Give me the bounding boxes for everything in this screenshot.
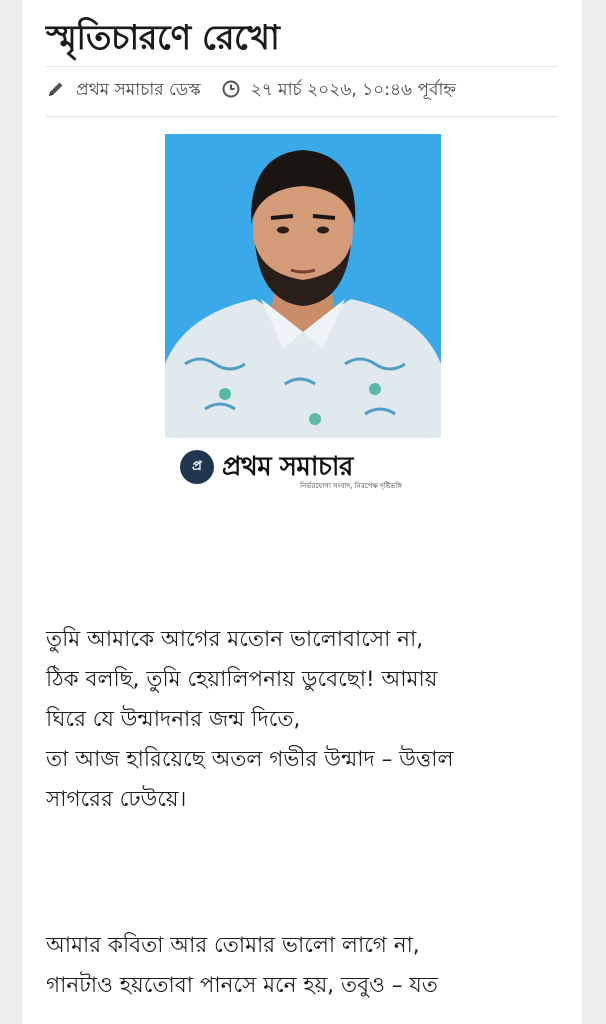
poem-line: তুমি আমাকে আগের মতোন ভালোবাসো না, xyxy=(46,627,424,652)
brand-logo-mark: প্র xyxy=(180,450,214,484)
author-link[interactable]: প্রথম সমাচার ডেস্ক xyxy=(76,80,201,100)
brand-tagline: নির্ভরযোগ্য সংবাদ, নিরপেক্ষ দৃষ্টিভঙ্গি xyxy=(300,482,402,490)
poem-stanza-1 xyxy=(46,620,558,820)
article-title: স্মৃতিচারণে রেখো xyxy=(46,18,280,58)
poem-line: তা আজ হারিয়েছে অতল গভীর উন্মাদ – উত্তাল xyxy=(46,747,454,772)
author-photo xyxy=(165,134,441,438)
brand-name: প্রথম সমাচার xyxy=(222,452,353,482)
divider xyxy=(46,66,558,67)
poem-line: সাগরের ঢেউয়ে। xyxy=(46,787,187,812)
publish-datetime: ২৭ মার্চ ২০২৬, ১০:৪৬ পূর্বাহ্ন xyxy=(250,80,457,100)
poem-line: আমার কবিতা আর তোমার ভালো লাগে না, xyxy=(46,933,420,958)
poem-line: গানটাও হয়তোবা পানসে মনে হয়, তবুও – যত xyxy=(46,973,438,998)
article-meta xyxy=(46,76,566,106)
article-page xyxy=(22,0,582,1024)
pencil-icon xyxy=(46,79,66,104)
divider xyxy=(46,116,558,117)
brand-logo xyxy=(180,444,430,490)
poem-line: ঘিরে যে উন্মাদনার জন্ম দিতে, xyxy=(46,707,301,732)
poem-line: ঠিক বলছি, তুমি হেয়ালিপনায় ডুবেছো! আমায় xyxy=(46,667,438,692)
poem-stanza-2 xyxy=(46,926,558,1006)
clock-icon xyxy=(221,79,241,104)
